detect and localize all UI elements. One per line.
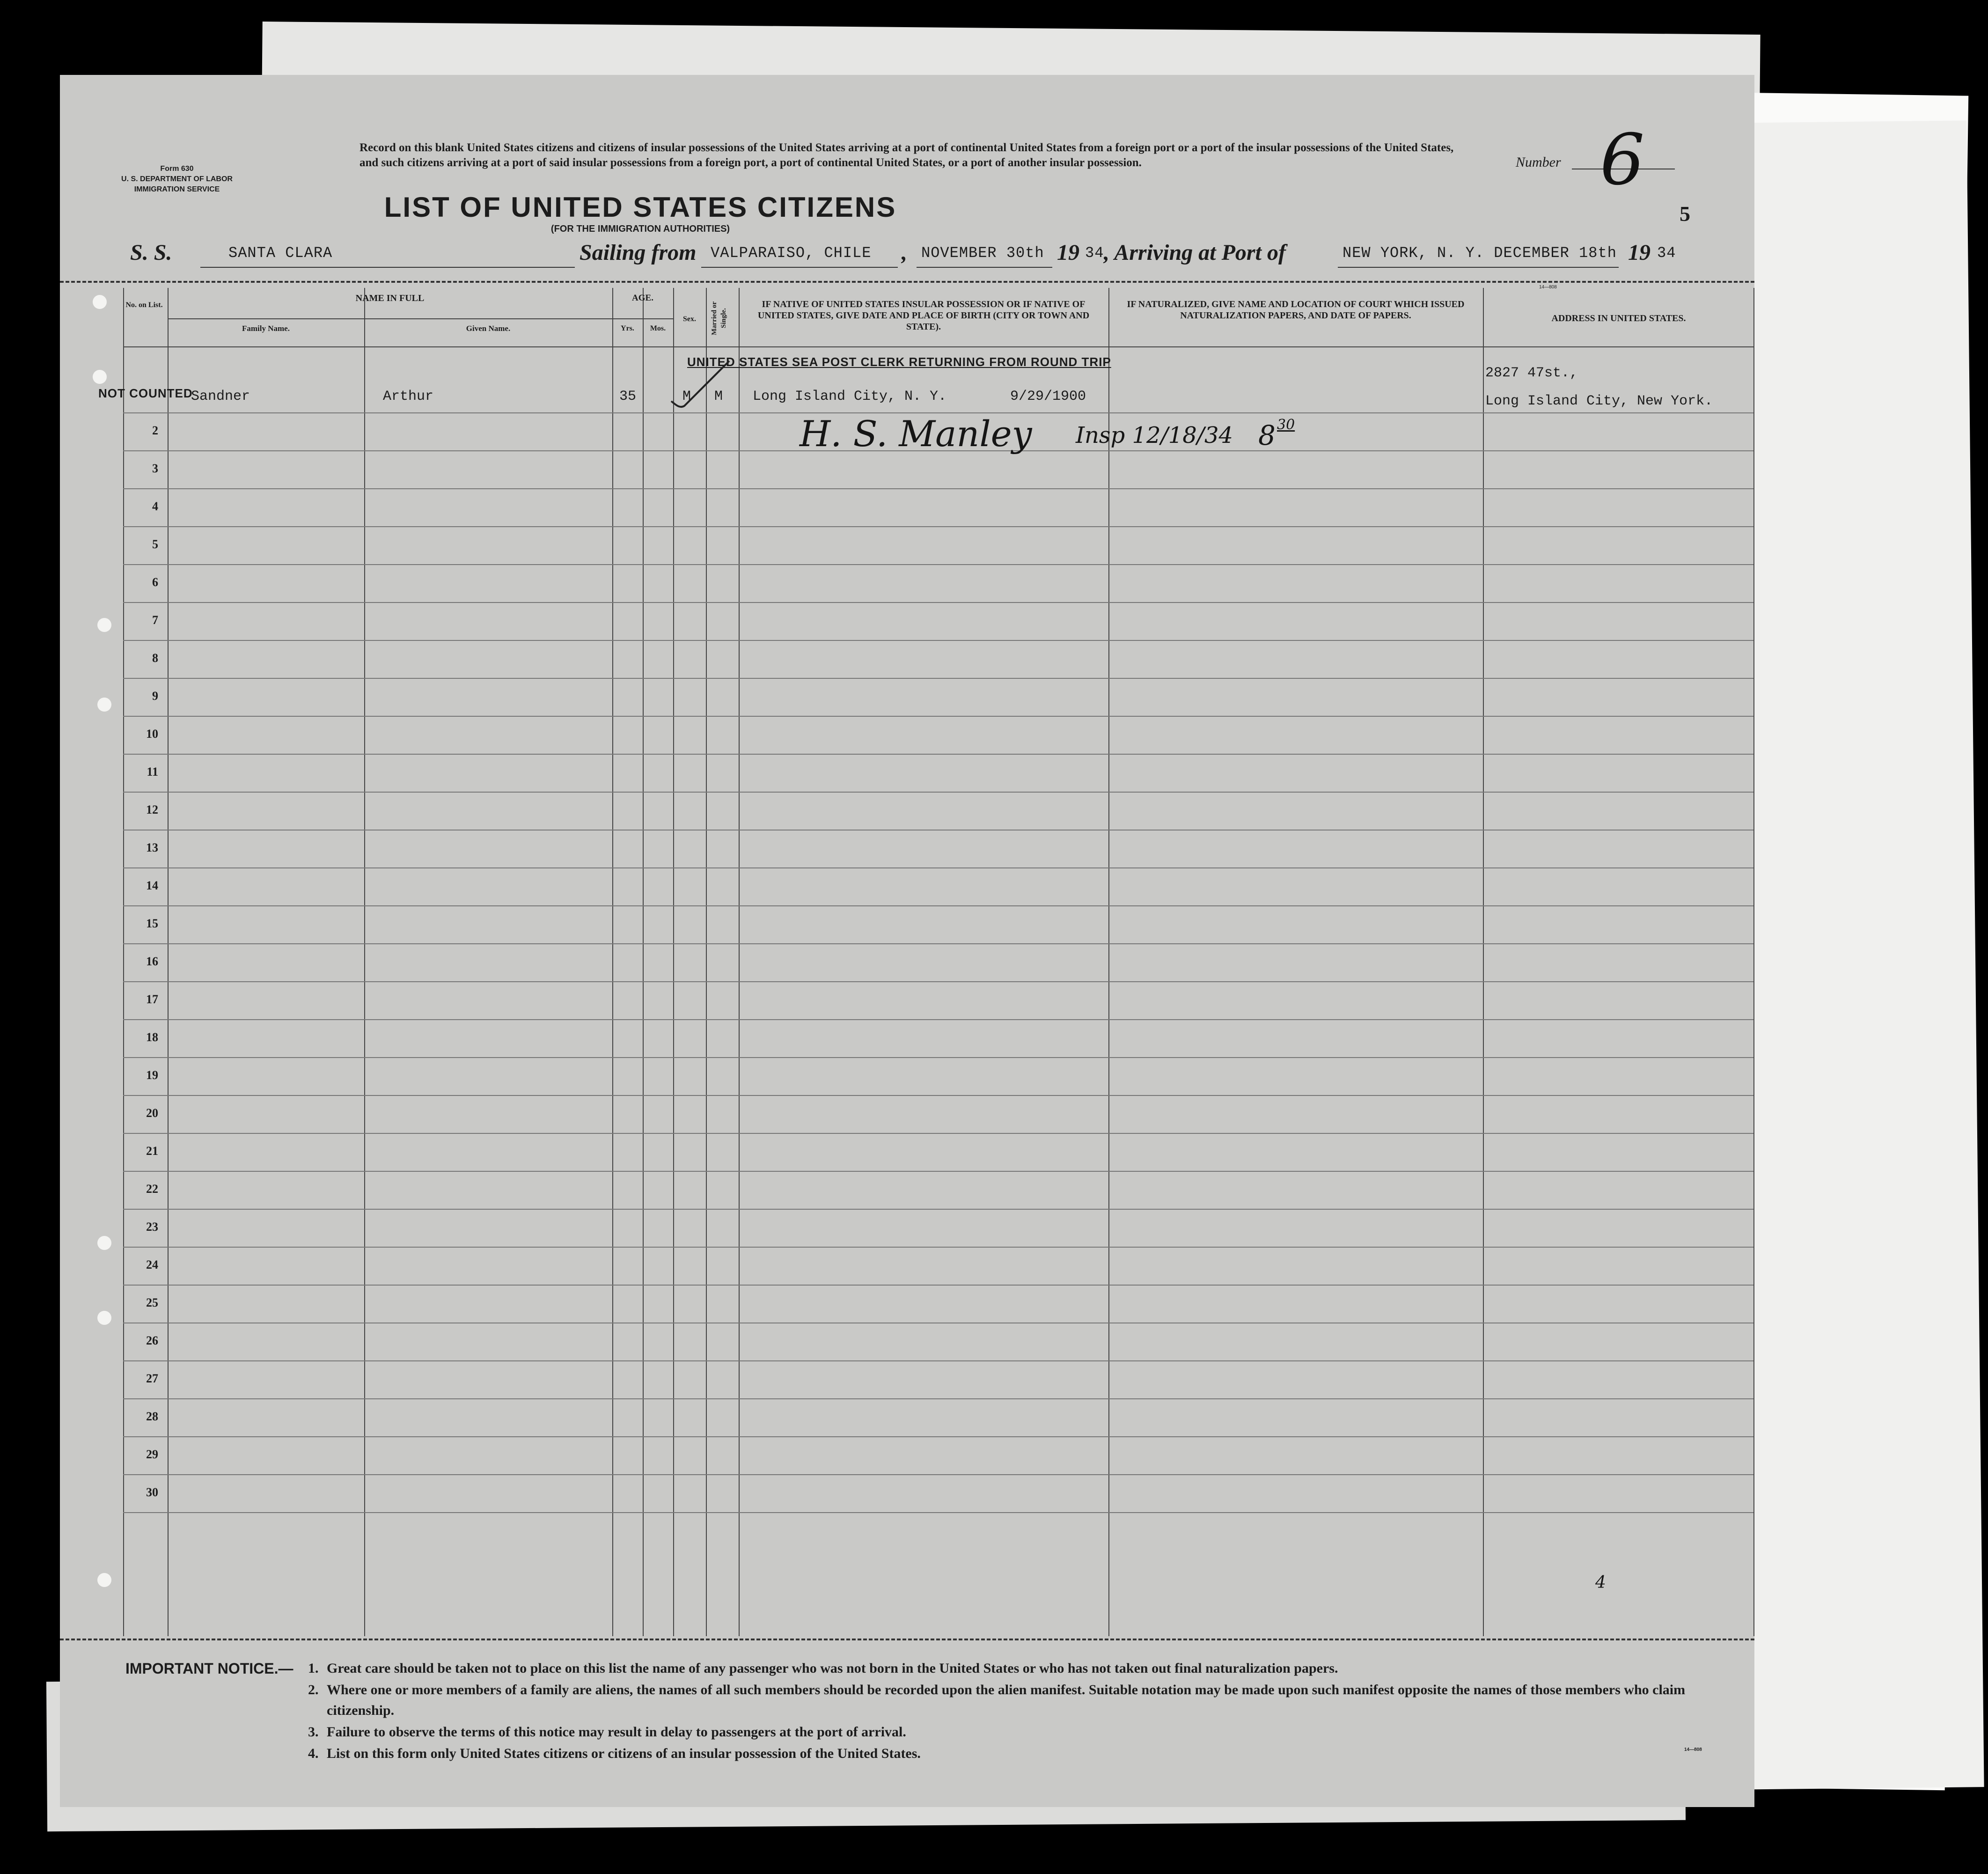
row-rule bbox=[123, 1360, 1753, 1361]
birth-date-cell: 9/29/1900 bbox=[1010, 389, 1086, 404]
col-age: AGE. bbox=[632, 293, 653, 303]
col-address: ADDRESS IN UNITED STATES. bbox=[1551, 313, 1686, 323]
col-months: Mos. bbox=[650, 324, 666, 332]
record-instruction: Record on this blank United States citizens and citizens of insular possessions of the United States arriving at a port of continental United States from a foreign port or a port of the insular possessions of the United States, and such citizens arriving at a port of said insular possessions from a foreign port, a port of continental United States, or a port of another insular possession. bbox=[359, 141, 1454, 169]
col-sex: Sex. bbox=[683, 315, 696, 323]
row-rule bbox=[123, 1285, 1753, 1286]
sea-post-clerk-stamp: UNITED STATES SEA POST CLERK RETURNING FROM ROUND TRIP bbox=[687, 355, 1111, 369]
notice-item-1 bbox=[308, 1658, 1722, 1679]
col-married-single: Married or Single. bbox=[711, 301, 727, 336]
binder-hole bbox=[97, 1236, 111, 1250]
row-rule bbox=[123, 905, 1753, 906]
row-rule bbox=[123, 1436, 1753, 1437]
column-divider bbox=[123, 288, 124, 1636]
sailing-underline bbox=[701, 267, 898, 268]
column-divider bbox=[739, 288, 740, 1636]
row-rule bbox=[123, 867, 1753, 868]
form-number: Form 630 bbox=[160, 165, 194, 173]
column-divider bbox=[1108, 288, 1109, 1636]
row-number: 4 bbox=[152, 500, 158, 513]
row-rule bbox=[123, 564, 1753, 565]
row-number: 25 bbox=[146, 1296, 158, 1309]
sex-cell: M bbox=[682, 389, 691, 404]
notice-item-text: Great care should be taken not to place on this list the name of any passenger who was not born in the United States or who has not taken out final naturalization papers. bbox=[327, 1661, 1338, 1676]
row-number: 19 bbox=[146, 1068, 158, 1082]
row-rule bbox=[123, 1019, 1753, 1020]
notice-item-number: 3. bbox=[308, 1724, 319, 1740]
arriving-label: , Arriving at Port of bbox=[1104, 240, 1286, 265]
column-divider bbox=[168, 288, 169, 1636]
row-rule bbox=[123, 1398, 1753, 1399]
column-divider bbox=[612, 288, 613, 1636]
col-years: Yrs. bbox=[621, 324, 634, 332]
address-line-2: Long Island City, New York. bbox=[1485, 393, 1713, 409]
family-name-cell: Sandner bbox=[191, 389, 250, 404]
row-rule bbox=[123, 488, 1753, 489]
row-number: 10 bbox=[146, 727, 158, 741]
row-number: 20 bbox=[146, 1106, 158, 1120]
page-title: LIST OF UNITED STATES CITIZENS bbox=[384, 191, 897, 223]
row-rule bbox=[123, 1133, 1753, 1134]
page-subtitle: (FOR THE IMMIGRATION AUTHORITIES) bbox=[550, 224, 730, 234]
binder-hole bbox=[93, 295, 107, 309]
row-number: 9 bbox=[152, 689, 158, 703]
bottom-pencil-mark: 4 bbox=[1595, 1573, 1606, 1592]
row-number: 2 bbox=[152, 424, 158, 437]
print-code-top: 14—808 bbox=[1539, 285, 1557, 290]
notice-item-2 bbox=[308, 1680, 1722, 1721]
address-line-1: 2827 47st., bbox=[1485, 365, 1578, 381]
row-number: 22 bbox=[146, 1182, 158, 1196]
col-name-in-full: NAME IN FULL bbox=[355, 293, 425, 303]
given-name-cell: Arthur bbox=[383, 389, 434, 404]
column-divider bbox=[1483, 288, 1484, 1636]
column-divider bbox=[643, 288, 644, 1636]
notice-item-text: List on this form only United States citizens or citizens of an insular possession of the United States. bbox=[327, 1746, 921, 1761]
col-no-on-list: No. on List. bbox=[125, 301, 163, 309]
row-rule bbox=[123, 1095, 1753, 1096]
row-number: 15 bbox=[146, 917, 158, 930]
check-mark-icon bbox=[668, 358, 734, 410]
row-number: 11 bbox=[147, 765, 158, 779]
underlying-page-edge bbox=[1723, 120, 1984, 1789]
ss-label: S. S. bbox=[130, 240, 172, 265]
row-number: 13 bbox=[146, 841, 158, 854]
arrival-underline bbox=[1338, 267, 1619, 268]
year-prefix-2: 19 bbox=[1628, 240, 1651, 265]
row-number: 26 bbox=[146, 1334, 158, 1347]
notice-item-number: 4. bbox=[308, 1746, 319, 1761]
number-label: Number bbox=[1516, 154, 1561, 170]
column-divider bbox=[364, 288, 365, 1636]
header-rule bbox=[168, 318, 612, 319]
row-number: 23 bbox=[146, 1220, 158, 1234]
top-perforation bbox=[60, 281, 1754, 283]
not-counted-stamp: NOT COUNTED bbox=[98, 386, 193, 400]
row-rule bbox=[123, 1209, 1753, 1210]
row-number: 7 bbox=[152, 613, 158, 627]
row-rule bbox=[123, 716, 1753, 717]
sailing-date: NOVEMBER 30th bbox=[921, 244, 1044, 262]
notice-item-text: Failure to observe the terms of this notice may result in delay to passengers at the port of arrival. bbox=[327, 1724, 906, 1740]
row-number: 6 bbox=[152, 575, 158, 589]
notice-item-number: 2. bbox=[308, 1682, 319, 1698]
form-identifier bbox=[102, 164, 252, 195]
row-number: 28 bbox=[146, 1410, 158, 1423]
inspector-note: Insp 12/18/34 bbox=[1076, 422, 1233, 448]
row-rule bbox=[123, 792, 1753, 793]
row-number: 3 bbox=[152, 462, 158, 475]
service-name: IMMIGRATION SERVICE bbox=[134, 185, 220, 193]
row-number: 18 bbox=[146, 1030, 158, 1044]
row-number: 12 bbox=[146, 803, 158, 816]
page-number: 5 bbox=[1680, 202, 1690, 226]
birth-place-cell: Long Island City, N. Y. bbox=[753, 389, 947, 404]
arrival-year: 34 bbox=[1657, 244, 1676, 262]
arrival-port-date: NEW YORK, N. Y. DECEMBER 18th bbox=[1342, 244, 1617, 262]
row-rule bbox=[123, 1247, 1753, 1248]
binder-hole bbox=[97, 1573, 111, 1587]
col-given-name: Given Name. bbox=[466, 324, 511, 333]
row-rule bbox=[123, 602, 1753, 603]
comma-1: , bbox=[902, 240, 907, 265]
row-number: 27 bbox=[146, 1372, 158, 1385]
binder-hole bbox=[93, 370, 107, 384]
binder-hole bbox=[97, 698, 111, 712]
binder-hole bbox=[97, 618, 111, 632]
inspector-time: 8 bbox=[1258, 419, 1276, 451]
ship-name: SANTA CLARA bbox=[228, 244, 333, 262]
notice-item-4 bbox=[308, 1743, 1722, 1764]
notice-item-text: Where one or more members of a family are aliens, the names of all such members should be recorded upon the alien manifest. Suitable notation may be made upon such manifest opposite the names of those members who claim citizenship. bbox=[327, 1682, 1686, 1718]
row-rule bbox=[123, 1171, 1753, 1172]
department-name: U. S. DEPARTMENT OF LABOR bbox=[121, 175, 233, 183]
row-number: 29 bbox=[146, 1448, 158, 1461]
row-number: 24 bbox=[146, 1258, 158, 1271]
print-code-bottom: 14—808 bbox=[1684, 1747, 1702, 1752]
row-number: 16 bbox=[146, 955, 158, 968]
row-number: 17 bbox=[146, 992, 158, 1006]
row-number: 14 bbox=[146, 879, 158, 892]
header-rule bbox=[123, 346, 1753, 347]
row-rule bbox=[123, 754, 1753, 755]
list-number: 6 bbox=[1600, 119, 1645, 201]
row-rule bbox=[123, 526, 1753, 527]
col-naturalization: IF NATURALIZED, GIVE NAME AND LOCATION OF COURT WHICH ISSUED NATURALIZATION PAPERS, AND DATE OF PAPERS. bbox=[1127, 299, 1465, 321]
column-divider bbox=[706, 288, 707, 1636]
inspector-signature: H. S. Manley bbox=[800, 413, 1032, 455]
row-rule bbox=[123, 1057, 1753, 1058]
marital-cell: M bbox=[714, 389, 723, 404]
row-rule bbox=[123, 640, 1753, 641]
row-number: 8 bbox=[152, 651, 158, 665]
bottom-perforation bbox=[60, 1639, 1754, 1640]
row-rule bbox=[123, 981, 1753, 982]
sailing-label: Sailing from bbox=[580, 240, 697, 265]
age-years-cell: 35 bbox=[619, 389, 637, 404]
row-rule bbox=[123, 1512, 1753, 1513]
notice-item-3 bbox=[308, 1722, 1722, 1742]
row-rule bbox=[123, 678, 1753, 679]
notice-title: IMPORTANT NOTICE.— bbox=[125, 1660, 293, 1677]
notice-item-number: 1. bbox=[308, 1661, 319, 1676]
row-number: 21 bbox=[146, 1144, 158, 1158]
row-number: 5 bbox=[152, 537, 158, 551]
sailing-year: 34 bbox=[1085, 244, 1104, 262]
row-rule bbox=[123, 1474, 1753, 1475]
year-prefix-1: 19 bbox=[1057, 240, 1079, 265]
col-family-name: Family Name. bbox=[242, 324, 290, 333]
sailing-date-underline bbox=[917, 267, 1052, 268]
manifest-sheet bbox=[60, 75, 1754, 1807]
header-rule bbox=[612, 318, 673, 319]
col-birth-place: IF NATIVE OF UNITED STATES INSULAR POSSESSION OR IF NATIVE OF UNITED STATES, GIVE DATE AND PLACE OF BIRTH (CITY OR TOWN AND STATE). bbox=[757, 299, 1090, 332]
ship-underline bbox=[200, 267, 575, 268]
sailing-port: VALPARAISO, CHILE bbox=[711, 244, 872, 262]
binder-hole bbox=[97, 1311, 111, 1325]
row-number: 30 bbox=[146, 1485, 158, 1499]
column-divider bbox=[673, 288, 674, 1636]
row-rule bbox=[123, 943, 1753, 944]
inspector-time-minutes: 30 bbox=[1277, 417, 1295, 433]
column-divider bbox=[1753, 288, 1754, 1636]
